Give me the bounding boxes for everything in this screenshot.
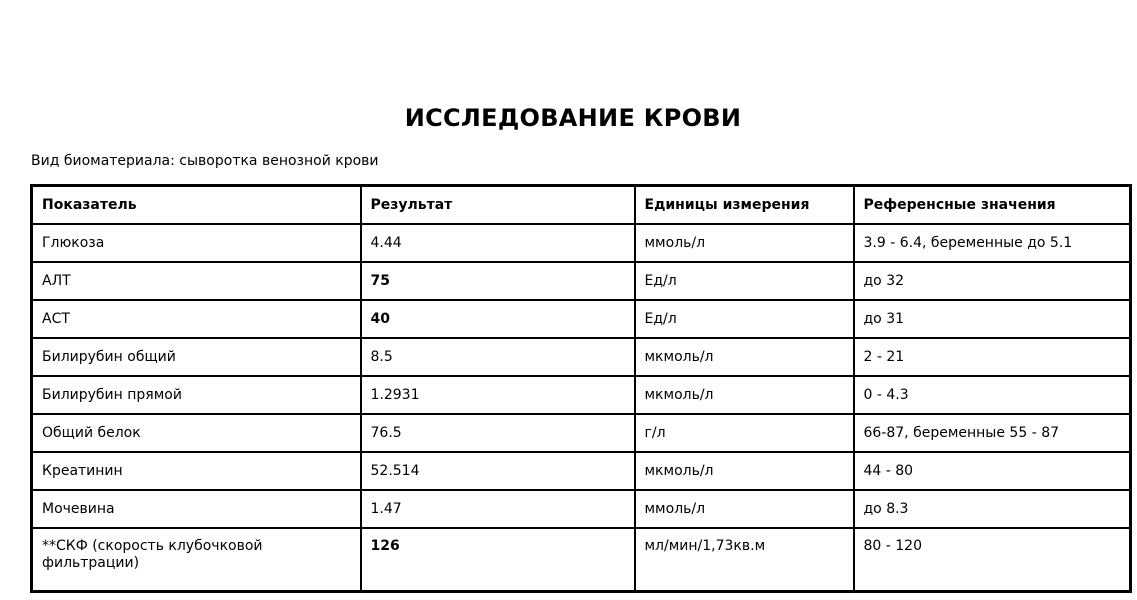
- indicator-cell: Общий белок: [32, 414, 361, 452]
- units-cell: ммоль/л: [635, 490, 854, 528]
- indicator-cell: Билирубин общий: [32, 338, 361, 376]
- reference-cell: 2 - 21: [854, 338, 1131, 376]
- result-cell: 8.5: [361, 338, 635, 376]
- header-indicator: Показатель: [32, 186, 361, 225]
- units-cell: мл/мин/1,73кв.м: [635, 528, 854, 592]
- table-row: [32, 262, 1131, 300]
- reference-cell: до 8.3: [854, 490, 1131, 528]
- units-cell: г/л: [635, 414, 854, 452]
- header-result: Результат: [361, 186, 635, 225]
- indicator-cell: АЛТ: [32, 262, 361, 300]
- reference-cell: 44 - 80: [854, 452, 1131, 490]
- result-cell: 4.44: [361, 224, 635, 262]
- results-table: [30, 184, 1132, 593]
- result-cell: 75: [361, 262, 635, 300]
- header-reference: Референсные значения: [854, 186, 1131, 225]
- units-cell: мкмоль/л: [635, 338, 854, 376]
- table-row: [32, 224, 1131, 262]
- table-row: [32, 490, 1131, 528]
- units-cell: Ед/л: [635, 300, 854, 338]
- result-cell: 76.5: [361, 414, 635, 452]
- table-row: [32, 528, 1131, 592]
- table-row: [32, 338, 1131, 376]
- page-title: ИССЛЕДОВАНИЕ КРОВИ: [404, 104, 742, 132]
- table-row: [32, 452, 1131, 490]
- reference-cell: 3.9 - 6.4, беременные до 5.1: [854, 224, 1131, 262]
- reference-cell: 80 - 120: [854, 528, 1131, 592]
- header-units: Единицы измерения: [635, 186, 854, 225]
- indicator-cell: Мочевина: [32, 490, 361, 528]
- units-cell: Ед/л: [635, 262, 854, 300]
- indicator-cell: **СКФ (скорость клубочковой фильтрации): [32, 528, 361, 592]
- table-row: [32, 376, 1131, 414]
- table-row: [32, 300, 1131, 338]
- reference-cell: 0 - 4.3: [854, 376, 1131, 414]
- indicator-cell: Креатинин: [32, 452, 361, 490]
- indicator-cell: Билирубин прямой: [32, 376, 361, 414]
- result-cell: 1.47: [361, 490, 635, 528]
- biomaterial-type: Вид биоматериала: сыворотка венозной крови: [31, 153, 379, 169]
- table-header-row: [32, 186, 1131, 225]
- reference-cell: 66-87, беременные 55 - 87: [854, 414, 1131, 452]
- result-cell: 52.514: [361, 452, 635, 490]
- table-row: [32, 414, 1131, 452]
- units-cell: мкмоль/л: [635, 452, 854, 490]
- reference-cell: до 31: [854, 300, 1131, 338]
- units-cell: ммоль/л: [635, 224, 854, 262]
- result-cell: 126: [361, 528, 635, 592]
- result-cell: 1.2931: [361, 376, 635, 414]
- indicator-cell: АСТ: [32, 300, 361, 338]
- indicator-cell: Глюкоза: [32, 224, 361, 262]
- result-cell: 40: [361, 300, 635, 338]
- units-cell: мкмоль/л: [635, 376, 854, 414]
- reference-cell: до 32: [854, 262, 1131, 300]
